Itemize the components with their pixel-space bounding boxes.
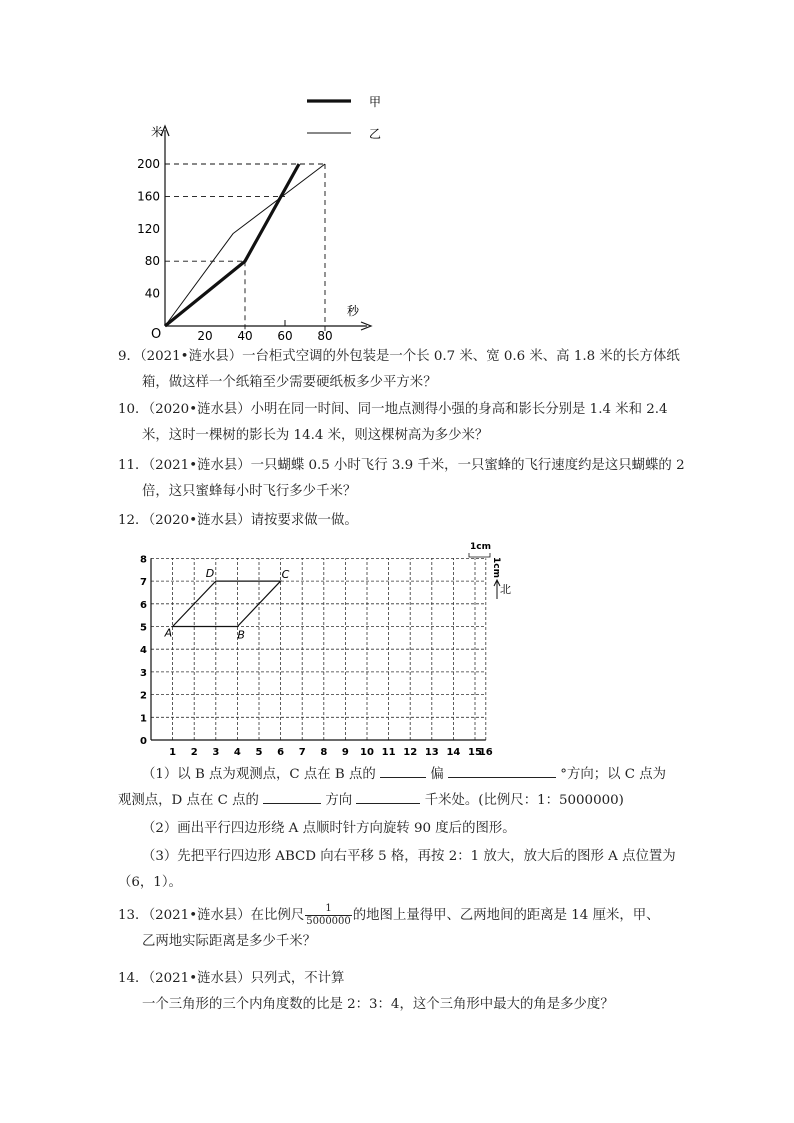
grid-y-label: 1 [140,713,147,725]
grid-x-label: 15 [468,747,482,758]
question-11 [118,453,685,505]
grid-y-label: 4 [140,645,147,657]
y-tick-label: 200 [137,157,160,171]
legend-label-jia: 甲 [369,95,382,109]
grid-x-label: 5 [255,747,263,758]
question-12-sub-1 [142,762,666,788]
question-11-line-1: 11．（2021•涟水县）一只蝴蝶 0.5 小时飞行 3.9 千米，一只蜜蜂的飞行速度约是这只蝴蝶的 2 [118,458,685,473]
grid-x-label: 3 [212,747,220,758]
coordinate-grid [134,535,511,760]
grid-x-label: 10 [360,747,374,758]
question-9-line-2: 箱，做这样一个纸箱至少需要硬纸板多少平方米？ [142,375,437,390]
grid-x-label: 4 [233,747,241,758]
grid-y-label: 0 [140,736,147,747]
vertex-label-c: C [281,568,290,582]
question-11-line-2: 倍，这只蜜蜂每小时飞行多少千米？ [142,484,357,499]
question-9 [118,344,680,396]
grid-x-label: 14 [446,747,461,758]
scale-fraction [305,903,352,928]
series-line-jia [165,164,299,326]
x-tick-label: 80 [317,329,333,343]
question-10-line-2: 米，这时一棵树的影长为 14.4 米，则这棵树高为多少米？ [142,428,489,443]
grid-x-label: 7 [298,747,306,758]
fraction-denominator: 5000000 [306,916,351,927]
sub1-text-b: 偏 [430,767,444,782]
question-12-sub-3-cont [118,870,182,896]
y-tick-label: 80 [144,254,160,269]
grid-x-label: 12 [403,747,418,758]
grid-y-label: 6 [140,599,147,611]
sub1-text-f: 千米处。(比例尺：1：5000000) [424,793,624,808]
scale-horizontal-label: 1cm [470,542,491,552]
answer-blank-3[interactable] [263,789,321,804]
grid-x-label: 2 [190,747,198,758]
grid-y-label: 7 [140,577,147,589]
scale-horizontal-bracket [469,553,490,557]
x-tick-label: 60 [277,329,293,343]
question-12-sub-1-cont [118,788,624,814]
vertex-label-a: A [164,626,173,640]
question-13 [118,903,660,955]
sub3-text-2: （6，1）。 [118,875,182,890]
question-14-title: 14．（2021•涟水县）只列式，不计算 [118,971,345,986]
grid-y-label: 5 [140,622,147,634]
question-12-title: 12．（2020•涟水县）请按要求做一做。 [118,513,358,528]
grid-y-label: 3 [140,667,147,679]
grid-x-label: 13 [424,747,439,758]
question-12-sub-2 [142,816,516,842]
y-tick-label: 160 [137,189,160,204]
sub1-text-c: °方向；以 C 点为 [560,767,667,782]
x-tick-label: 40 [237,329,253,343]
grid-x-label: 9 [341,747,349,758]
answer-blank-1[interactable] [380,763,426,778]
sub3-text-1: （3）先把平行四边形 ABCD 向右平移 5 格，再按 2：1 放大，放大后的图形 A 点位置为 [142,849,676,864]
answer-blank-2[interactable] [448,763,556,778]
north-label: 北 [500,583,511,596]
answer-blank-4[interactable] [356,789,420,804]
question-10-line-1: 10．（2020•涟水县）小明在同一时间、同一地点测得小强的身高和影长分别是 1.4 米和 2.4 [118,402,668,417]
fraction-numerator: 1 [305,903,352,916]
legend-label-yi: 乙 [369,127,382,141]
y-tick-label: 120 [137,221,160,236]
grid-x-label: 6 [277,747,285,758]
origin-label: O [151,327,162,342]
scale-vertical-label: 1cm [491,557,501,578]
y-axis-label: 米 [151,125,164,139]
x-axis-label: 秒 [347,304,360,318]
grid-y-label: 8 [140,554,147,566]
question-10 [118,397,668,449]
vertex-label-b: B [237,628,245,642]
q13-text-c: 乙两地实际距离是多少千米？ [142,934,317,949]
question-14 [118,966,614,1018]
sub1-text-d: 观测点，D 点在 C 点的 [118,793,259,808]
question-12-sub-3 [142,844,676,870]
question-12 [118,508,358,534]
question-9-line-1: 9．（2021•涟水县）一台柜式空调的外包装是一个长 0.7 米、宽 0.6 米、高 1.8 米的长方体纸 [118,349,680,364]
sub1-text-a: （1）以 B 点为观测点，C 点在 B 点的 [142,767,376,782]
q13-text-a: 13．（2021•涟水县）在比例尺 [118,908,305,923]
sub2-text: （2）画出平行四边形绕 A 点顺时针方向旋转 90 度后的图形。 [142,821,516,836]
y-tick-label: 40 [144,286,160,301]
vertex-label-d: D [205,567,215,581]
question-14-body: 一个三角形的三个内角度数的比是 2：3：4，这个三角形中最大的角是多少度？ [142,997,614,1012]
distance-time-chart [135,86,395,346]
sub1-text-e: 方向 [325,793,353,808]
x-tick-label: 20 [197,329,213,343]
q13-text-b: 的地图上量得甲、乙两地间的距离是 14 厘米，甲、 [352,908,660,923]
grid-x-label: 16 [478,747,493,758]
grid-y-label: 2 [140,690,147,702]
grid-x-label: 11 [381,747,396,758]
grid-x-label: 1 [169,747,177,758]
grid-x-label: 8 [320,747,328,758]
